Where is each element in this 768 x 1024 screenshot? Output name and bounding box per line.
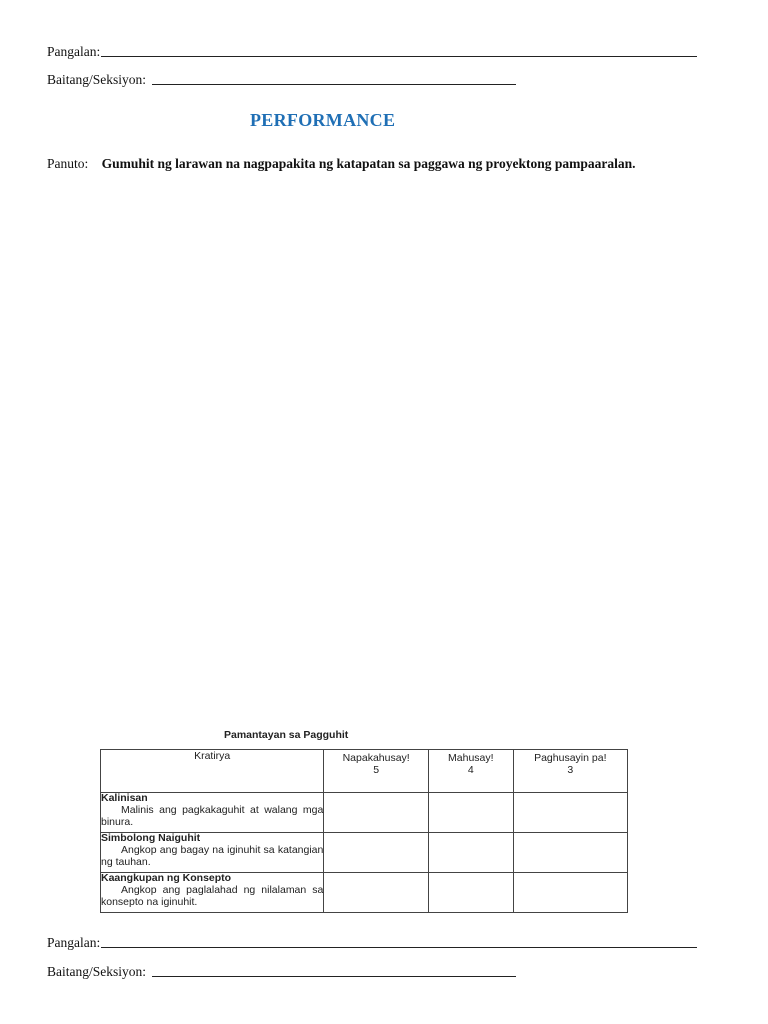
criterion-name: Kaangkupan ng Konsepto: [101, 872, 232, 884]
section-field-bottom[interactable]: [47, 964, 516, 980]
score-cell-4[interactable]: [428, 793, 513, 833]
instruction: [47, 156, 636, 172]
header-score-3: Paghusayin pa! 3: [513, 750, 627, 793]
score-cell-4[interactable]: [428, 833, 513, 873]
rubric-table: [100, 749, 628, 913]
name-field-bottom[interactable]: [47, 935, 697, 951]
instruction-label: Panuto:: [47, 156, 89, 171]
rubric-title: Pamantayan sa Pagguhit: [224, 729, 349, 741]
score-cell-3[interactable]: [513, 793, 627, 833]
name-label: Pangalan:: [47, 44, 101, 59]
instruction-text: Gumuhit ng larawan na nagpapakita ng katapatan sa paggawa ng proyektong pampaaralan.: [101, 156, 636, 171]
score-cell-5[interactable]: [324, 833, 429, 873]
section-blank-line[interactable]: [152, 975, 516, 977]
section-field-top[interactable]: [47, 72, 516, 88]
rubric-row: [101, 793, 628, 833]
score-cell-5[interactable]: [324, 793, 429, 833]
criterion-cell: [101, 873, 324, 913]
criterion-description: Angkop ang paglalahad ng nilalaman sa konsepto na iginuhit.: [101, 884, 324, 908]
name-blank-line[interactable]: [101, 946, 697, 948]
section-label: Baitang/Seksiyon:: [47, 72, 146, 87]
criterion-description: Angkop ang bagay na iginuhit sa katangian ng tauhan.: [101, 844, 324, 868]
header-criteria: Kratirya: [101, 750, 324, 793]
score-cell-4[interactable]: [428, 873, 513, 913]
score-cell-3[interactable]: [513, 873, 627, 913]
section-blank-line[interactable]: [152, 83, 516, 85]
rubric-header-row: [101, 750, 628, 793]
name-blank-line[interactable]: [101, 55, 697, 57]
score-cell-3[interactable]: [513, 833, 627, 873]
page-title: PERFORMANCE: [250, 110, 396, 130]
criterion-cell: [101, 793, 324, 833]
header-score-5: Napakahusay! 5: [324, 750, 429, 793]
section-label: Baitang/Seksiyon:: [47, 964, 146, 979]
name-label: Pangalan:: [47, 935, 101, 950]
criterion-description: Malinis ang pagkakaguhit at walang mga binura.: [101, 804, 324, 828]
criterion-name: Kalinisan: [101, 792, 148, 804]
name-field-top[interactable]: [47, 44, 697, 60]
rubric-row: [101, 873, 628, 913]
criterion-cell: [101, 833, 324, 873]
criterion-name: Simbolong Naiguhit: [101, 832, 201, 844]
rubric-row: [101, 833, 628, 873]
score-cell-5[interactable]: [324, 873, 429, 913]
header-score-4: Mahusay! 4: [428, 750, 513, 793]
